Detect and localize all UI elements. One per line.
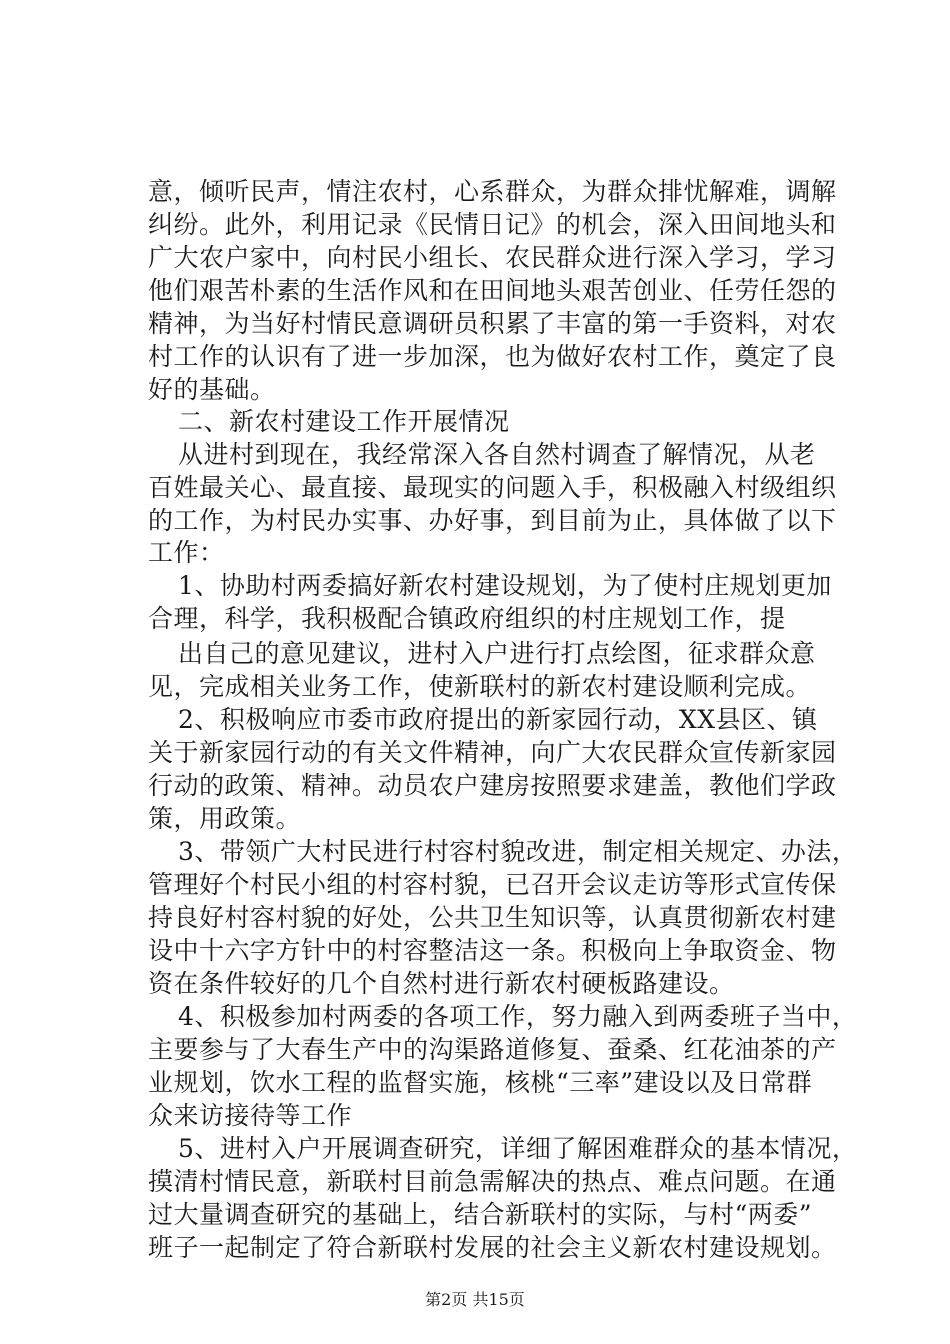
text-line: 他们艰苦朴素的生活作风和在田间地头艰苦创业、任劳任怨的 bbox=[148, 276, 837, 305]
page-number-footer: 第2页 共15页 bbox=[425, 1290, 525, 1309]
text-line: 的工作，为村民办实事、办好事，到目前为止，具体做了以下 bbox=[148, 506, 837, 535]
text-line: 4、积极参加村两委的各项工作，努力融入到两委班子当中， bbox=[178, 1002, 858, 1031]
text-line: 摸清村情民意，新联村目前急需解决的热点、难点问题。在通 bbox=[148, 1167, 837, 1196]
text-line: 设中十六字方针中的村容整洁这一条。积极向上争取资金、物 bbox=[148, 936, 837, 965]
text-line: 关于新家园行动的有关文件精神，向广大农民群众宣传新家园 bbox=[148, 738, 837, 767]
text-line: 1、协助村两委搞好新农村建设规划，为了使村庄规划更加 bbox=[178, 571, 832, 600]
text-line: 众来访接待等工作 bbox=[148, 1101, 353, 1130]
text-line: 资在条件较好的几个自然村进行新农村硬板路建设。 bbox=[148, 969, 735, 998]
text-line: 管理好个村民小组的村容村貌，已召开会议走访等形式宣传保 bbox=[148, 870, 837, 899]
text-line: 出自己的意见建议，进村入户进行打点绘图，征求群众意 bbox=[178, 639, 816, 668]
text-line: 持良好村容村貌的好处，公共卫生知识等，认真贯彻新农村建 bbox=[148, 903, 837, 932]
text-line: 广大农户家中，向村民小组长、农民群众进行深入学习，学习 bbox=[148, 243, 837, 272]
text-line: 纠纷。此外，利用记录《民情日记》的机会，深入田间地头和 bbox=[148, 210, 837, 239]
text-line: 策，用政策。 bbox=[148, 804, 302, 833]
text-line: 好的基础。 bbox=[148, 375, 276, 404]
text-line: 见，完成相关业务工作，使新联村的新农村建设顺利完成。 bbox=[148, 672, 812, 701]
text-line: 过大量调查研究的基础上，结合新联村的实际，与村“两委” bbox=[148, 1200, 813, 1229]
text-line: 意，倾听民声，情注农村，心系群众，为群众排忧解难，调解 bbox=[148, 177, 837, 206]
text-line: 工作： bbox=[148, 538, 225, 567]
text-line: 合理，科学，我积极配合镇政府组织的村庄规划工作，提 bbox=[148, 604, 786, 633]
text-line: 行动的政策、精神。动员农户建房按照要求建盖，教他们学政 bbox=[148, 771, 837, 800]
text-line: 业规划，饮水工程的监督实施，核桃“三率”建设以及日常群 bbox=[148, 1068, 813, 1097]
text-line: 主要参与了大春生产中的沟渠路道修复、蚕桑、红花油茶的产 bbox=[148, 1035, 837, 1064]
text-line: 5、进村入户开展调查研究，详细了解困难群众的基本情况， bbox=[178, 1134, 858, 1163]
section-heading: 二、新农村建设工作开展情况 bbox=[178, 407, 510, 436]
text-line: 精神，为当好村情民意调研员积累了丰富的第一手资料，对农 bbox=[148, 309, 837, 338]
text-line: 村工作的认识有了进一步加深，也为做好农村工作，奠定了良 bbox=[148, 342, 837, 371]
text-line: 2、积极响应市委市政府提出的新家园行动，XX县区、镇 bbox=[178, 705, 818, 734]
text-line: 班子一起制定了符合新联村发展的社会主义新农村建设规划。 bbox=[148, 1233, 837, 1262]
text-line: 百姓最关心、最直接、最现实的问题入手，积极融入村级组织 bbox=[148, 473, 837, 502]
text-line: 从进村到现在，我经常深入各自然村调查了解情况，从老 bbox=[178, 440, 816, 469]
text-line: 3、带领广大村民进行村容村貌改进，制定相关规定、办法， bbox=[178, 837, 858, 866]
